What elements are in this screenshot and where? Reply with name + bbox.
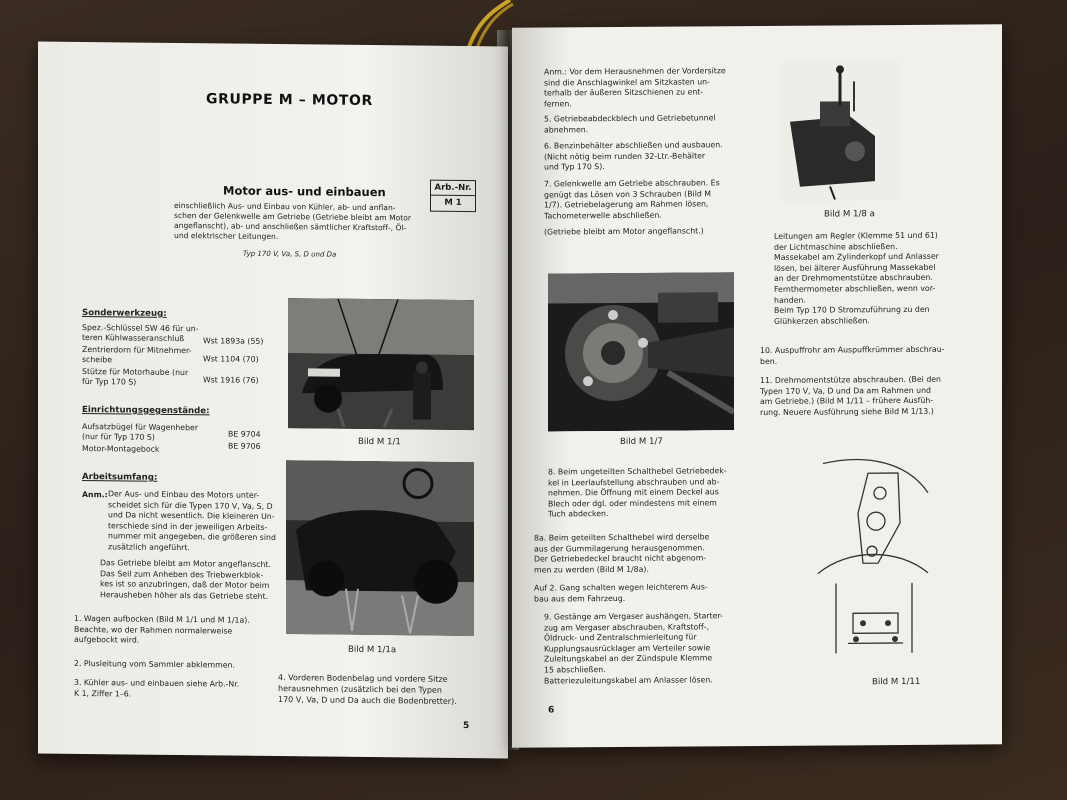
fixture-name-1: Aufsatzbügel für Wagenheber (nur für Typ 170 S) (82, 421, 199, 443)
anm-text: Der Aus- und Einbau des Motors unter- scheidet sich für die Typen 170 V, Va, S, D und Da nicht wesentlich. Die kleineren Un- terschiede sind in der jeweiligen Arbeits- nummer mit angegeben, die größeren sind zusätzlich angeführt. (108, 489, 276, 552)
step-9: 9. Gestänge am Vergaser aushängen, Starter- zug am Vergaser abschrauben, Kraftstoff-, Öldruck- und Zentralschmierleitung für Kupplungsausrücklager am Verteiler sowie Zuleitungskabel an der Zündspule Klemme 15 abschließen. Batteriezuleitungskabel am Anlasser lösen. (544, 611, 723, 686)
fixture-code-1: BE 9704 (228, 429, 261, 439)
step-8: 8. Beim ungeteilten Schalthebel Getriebedek- kel in Leerlaufstellung abschrauben und ab- nehmen. Die Öffnung mit einem Deckel aus Blech oder dgl. oder mindestens mit einem Tuch abdecken. (548, 466, 727, 519)
sonderwerkzeug-heading: Sonderwerkzeug: (82, 307, 167, 319)
caption-m-1-1: Bild M 1/1 (358, 436, 401, 448)
left-page (38, 42, 508, 759)
tool-code-3: Wst 1916 (76) (203, 375, 259, 385)
step-4: 4. Vorderen Bodenbelag und vordere Sitze herausnehmen (zusätzlich bei den Typen 170 V, Va, D und Da auch die Bodenbretter). (278, 673, 457, 706)
caption-m-1-8a: Bild M 1/8 a (824, 209, 875, 220)
arbeitsumfang-heading: Arbeitsumfang: (82, 471, 158, 483)
step-1: 1. Wagen aufbocken (Bild M 1/1 und M 1/1a). Beachte, wo der Rahmen normalerweise aufgebockt wird. (74, 613, 250, 645)
step-8a-note: Auf 2. Gang schalten wegen leichterem Aus- bau aus dem Fahrzeug. (534, 582, 708, 604)
anm-text-2: Das Getriebe bleibt am Motor angeflanscht. Das Seil zum Anheben des Triebwerkblok- kes ist so anzubringen, daß der Motor beim Herausheben höher als das Getriebe steht. (100, 558, 271, 601)
arb-number-box (430, 180, 476, 212)
step-11: 11. Drehmomentstütze abschrauben. (Bei den Typen 170 V, Va, D und Da am Rahmen und am Getriebe.) (Bild M 1/11 – frühere Ausfüh- rung. Neuere Ausführung siehe Bild M 1/13.) (760, 374, 942, 417)
fixture-name-2: Motor-Montagebock (82, 443, 160, 454)
step-7-note: (Getriebe bleibt am Motor angeflanscht.) (544, 226, 704, 237)
arb-label: Arb.-Nr. (434, 182, 472, 194)
page-number-right: 6 (548, 705, 555, 716)
einrichtung-heading: Einrichtungsgegenstände: (82, 404, 210, 417)
tool-code-2: Wst 1104 (70) (203, 354, 259, 364)
anm-right: Anm.: Vor dem Herausnehmen der Vordersitze sind die Anschlagwinkel am Sitzkasten un- terhalb der äußeren Sitzschienen zu ent- fernen. (544, 66, 726, 108)
step-10: 10. Auspuffrohr am Auspuffkrümmer abschrau- ben. (760, 344, 945, 366)
photo-m-1-1 (288, 298, 474, 430)
step-8a: 8a. Beim geteilten Schalthebel wird derselbe aus der Gummilagerung herausgenommen. Der Getriebedeckel braucht nicht abgenom- men zu werden (Bild M 1/8a). (534, 532, 710, 575)
typ-line: Typ 170 V, Va, S, D und Da (243, 249, 337, 259)
section-title: Motor aus- und einbauen (223, 183, 386, 200)
step-2: 2. Plusleitung vom Sammler abklemmen. (74, 658, 235, 670)
tool-name-3: Stütze für Motorhaube (nur für Typ 170 S) (82, 366, 189, 387)
caption-m-1-1a: Bild M 1/1a (348, 644, 397, 656)
photo-m-1-1a (286, 460, 474, 636)
step-6: 6. Benzinbehälter abschließen und ausbauen. (Nicht nötig beim runden 32-Ltr.-Behälter und Typ 170 S). (544, 140, 723, 172)
tool-name-2: Zentrierdorn für Mitnehmer- scheibe (82, 344, 192, 365)
drawing-m-1-11 (808, 453, 938, 664)
photo-m-1-8a (780, 61, 900, 202)
arb-value: M 1 (431, 195, 475, 210)
tool-name-1: Spez.-Schlüssel SW 46 für un- teren Kühlwasseranschluß (82, 322, 199, 344)
step-5: 5. Getriebeabdeckblech und Getriebetunnel abnehmen. (544, 113, 716, 134)
tool-code-1: Wst 1893a (55) (203, 336, 264, 346)
right-page (512, 24, 1002, 747)
step-7: 7. Gelenkwelle am Getriebe abschrauben. Es genügt das Lösen von 3 Schrauben (Bild M 1/7). Getriebelagerung am Rahmen lösen, Tachometerwelle abschließen. (544, 178, 720, 220)
right-col-text: Leitungen am Regler (Klemme 51 und 61) der Lichtmaschine abschließen. Massekabel am Zylinderkopf und Anlasser lösen, bei älterer Ausführung Massekabel an der Drehmomentstütze abschrauben. Fernthermometer abschließen, wenn vor- handen. Beim Typ 170 D Stromzuführung zu den Glühkerzen abschließen. (774, 230, 939, 326)
fixture-code-2: BE 9706 (228, 441, 261, 451)
caption-m-1-7: Bild M 1/7 (620, 436, 663, 447)
intro-text: einschließlich Aus- und Einbau von Kühler, ab- und anflan- schen der Gelenkwelle am Getriebe (Getriebe bleibt am Motor angeflanscht), ab- und anschließen sämtlicher Kraftstoff-, Öl- und elektrischer Leitungen. (174, 200, 412, 242)
caption-m-1-11: Bild M 1/11 (872, 676, 921, 688)
page-number-left: 5 (463, 720, 470, 732)
group-title: GRUPPE M – MOTOR (206, 91, 373, 110)
anm-label: Anm.: (82, 489, 108, 500)
photo-m-1-7 (548, 272, 734, 431)
step-3: 3. Kühler aus- und einbauen siehe Arb.-Nr. K 1, Ziffer 1–6. (74, 677, 240, 699)
